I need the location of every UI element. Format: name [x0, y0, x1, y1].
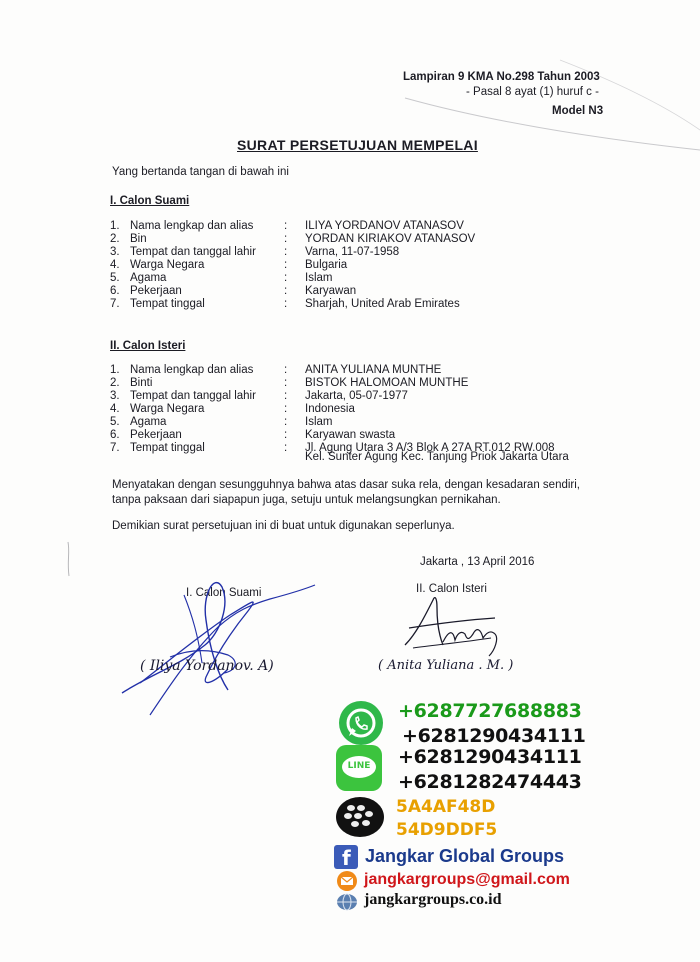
whatsapp-number-1[interactable]: +6287727688883 — [398, 700, 582, 722]
globe-icon — [336, 893, 358, 911]
whatsapp-icon — [338, 700, 384, 746]
intro-text: Yang bertanda tangan di bawah ini — [112, 166, 289, 178]
bride-heading: II. Calon Isteri — [110, 340, 186, 352]
groom-heading: I. Calon Suami — [110, 195, 190, 207]
facebook-icon: f — [334, 845, 358, 869]
bride-row: 2. Binti : BISTOK HALOMOAN MUNTHE — [110, 377, 469, 389]
line-icon — [336, 745, 382, 791]
bride-address-line2: Kel. Sunter Agung Kec. Tanjung Priok Jakarta Utara — [305, 451, 569, 463]
bride-row: 5. Agama : Islam — [110, 416, 333, 428]
bb-pin-2[interactable]: 54D9DDF5 — [396, 820, 498, 840]
bride-printed-name: ( Anita Yuliana . M. ) — [378, 658, 514, 673]
article-reference: - Pasal 8 ayat (1) huruf c - — [466, 86, 599, 98]
bride-full-name: ANITA YULIANA MUNTHE — [305, 364, 442, 376]
groom-signature-label: I. Calon Suami — [186, 587, 262, 599]
statement-line-1: Menyatakan dengan sesungguhnya bahwa atas dasar suka rela, dengan kesadaran sendiri, — [112, 479, 580, 491]
groom-full-name: ILIYA YORDANOV ATANASOV — [305, 220, 464, 232]
bride-row: 3. Tempat dan tanggal lahir : Jakarta, 05-07-1977 — [110, 390, 408, 402]
groom-row: 1. Nama lengkap dan alias : ILIYA YORDANOV ATANASOV — [110, 220, 464, 232]
groom-row: 2. Bin : YORDAN KIRIAKOV ATANASOV — [110, 233, 476, 245]
scan-edge-curve — [0, 0, 700, 200]
groom-row: 3. Tempat dan tanggal lahir : Varna, 11-07-1958 — [110, 246, 400, 258]
bride-row: 7. Tempat tinggal : Jl. Agung Utara 3 A/3 Blok A 27A RT.012 RW.008 — [110, 442, 555, 454]
line-number-2[interactable]: +6281282474443 — [398, 771, 582, 793]
bride-signature — [395, 590, 525, 660]
groom-printed-name: ( Iliya Yordanov. A) — [140, 658, 274, 674]
place-date: Jakarta , 13 April 2016 — [420, 556, 535, 568]
email-address[interactable]: jangkargroups@gmail.com — [364, 871, 570, 888]
bride-row: 4. Warga Negara : Indonesia — [110, 403, 355, 415]
line-icon-text: LINE — [347, 761, 371, 771]
bride-row: 6. Pekerjaan : Karyawan swasta — [110, 429, 396, 441]
groom-signature — [110, 565, 330, 725]
model-code: Model N3 — [552, 105, 604, 117]
statement-line-2: tanpa paksaan dari siapapun juga, setuju untuk melangsungkan pernikahan. — [112, 494, 501, 506]
facebook-page[interactable]: Jangkar Global Groups — [365, 846, 565, 866]
scan-mark — [60, 540, 80, 580]
groom-row: 5. Agama : Islam — [110, 272, 333, 284]
document-title: SURAT PERSETUJUAN MEMPELAI — [237, 137, 478, 153]
website-url[interactable]: jangkargroups.co.id — [364, 891, 502, 908]
whatsapp-number-2[interactable]: +6281290434111 — [402, 725, 586, 747]
closing-text: Demikian surat persetujuan ini di buat untuk digunakan seperlunya. — [112, 520, 455, 532]
bride-signature-label: II. Calon Isteri — [416, 583, 487, 595]
groom-row: 6. Pekerjaan : Karyawan — [110, 285, 357, 297]
line-number-1[interactable]: +6281290434111 — [398, 746, 582, 768]
email-icon — [336, 870, 358, 892]
groom-row: 4. Warga Negara : Bulgaria — [110, 259, 348, 271]
blackberry-icon — [336, 796, 384, 838]
bride-row: 1. Nama lengkap dan alias : ANITA YULIANA MUNTHE — [110, 364, 442, 376]
bb-pin-1[interactable]: 5A4AF48D — [396, 797, 496, 817]
attachment-reference: Lampiran 9 KMA No.298 Tahun 2003 — [403, 71, 600, 83]
groom-row: 7. Tempat tinggal : Sharjah, United Arab Emirates — [110, 298, 460, 310]
